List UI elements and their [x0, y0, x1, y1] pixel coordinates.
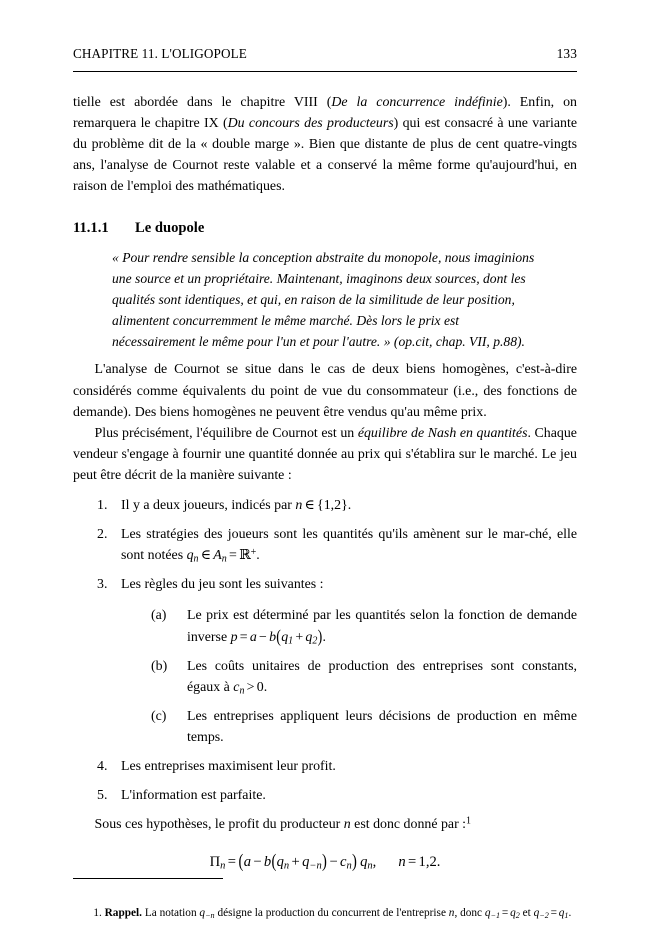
math-footnote-q2: $q_{-2} = q_1$ [533, 906, 569, 920]
profit-intro-text-b: est donc donné par : [350, 817, 467, 833]
list-item-3-text: Les règles du jeu sont les suivantes : [121, 577, 324, 593]
paragraph-nash-italic: équilibre de Nash en quantités [357, 425, 528, 441]
list-item-1-text-b: . [347, 498, 352, 514]
display-equation-profit [73, 851, 577, 873]
list-item-3c-text: Les entreprises appliquent leurs décisions de production en même temps. [187, 708, 577, 745]
section-number: 11.1.1 [73, 220, 109, 237]
footnote-1 [73, 905, 577, 921]
list-item-5 [73, 785, 577, 806]
quote-citation: (op.cit, chap. VII, p.88). [393, 334, 525, 350]
list-item-4 [73, 756, 577, 777]
list-item-3a-text-b: . [322, 629, 327, 645]
paragraph-profit-intro [73, 814, 577, 835]
page-number: 133 [556, 46, 577, 61]
list-item-1 [73, 495, 577, 516]
intro-italic-title-2: Du concours des producteurs [227, 116, 394, 132]
intro-italic-title-1: De la concurrence indéfinie [331, 95, 503, 110]
rules-list [73, 495, 577, 806]
list-marker-3: 3. [97, 577, 108, 593]
page-body [73, 92, 577, 873]
list-item-3 [73, 574, 577, 748]
list-item-3b-text-b: . [263, 679, 268, 695]
list-item-4-text: Les entreprises maximisent leur profit. [121, 758, 336, 774]
math-strategy-set: $q_n$ ∈ $A_n$ = ℝ+ [186, 547, 257, 565]
math-index-condition: n = 1,2. [398, 854, 441, 871]
paragraph-cournot: L'analyse de Cournot se situe dans le cas de deux biens homogènes, c'est-à-dire considérés comme équivalents du point de vue du consommateur (i.e., des fonctions de demande). Des biens homogènes ne peuvent être vendus qu'au même prix. [73, 362, 577, 420]
footnote-text-d: et [519, 906, 534, 919]
math-footnote-qminusn: $q_{-n}$ [199, 906, 215, 920]
math-footnote-q1: $q_{-1} = q_2$ [484, 906, 520, 920]
list-marker-2: 2. [97, 527, 108, 543]
math-producer-index: n [343, 817, 351, 833]
footnote-number: 1. [93, 906, 102, 919]
list-item-3b-text-a: Les coûts unitaires de production des entreprises sont constants, égaux à [187, 658, 577, 695]
sub-rules-list [143, 605, 577, 748]
header-rule [73, 71, 577, 72]
footnote-label: Rappel. [104, 906, 142, 919]
list-item-3a-text-a: Le prix est déterminé par les quantités selon la fonction de demande inverse [187, 608, 577, 645]
list-marker-5: 5. [97, 788, 108, 804]
list-item-1-text-a: Il y a deux joueurs, indicés par [121, 498, 296, 514]
list-marker-3a: (a) [151, 608, 167, 624]
list-marker-4: 4. [97, 758, 108, 774]
list-item-2-text-a: Les stratégies des joueurs sont les quantités qu'ils amènent sur le mar-ché, elle sont notées [121, 527, 577, 564]
paragraph-nash-text-b: . Chaque vendeur s'engage à fournir une quantité donnée au prix qui s'établira sur le marché. Le jeu peut être décrit de la manière suivante : [73, 425, 577, 483]
intro-text-c: ) qui est consacré à une variante du problème dit de la « double marge ». Bien que distante de plus de cent quatre-vingts ans, l'analyse de Cournot reste valable et a conservé la même forme qu'aujourd'hui, en raison de l'emploi des mathématiques. [73, 116, 577, 195]
list-item-5-text: L'information est parfaite. [121, 788, 266, 804]
sub-rules-wrapper [121, 605, 577, 748]
list-item-3a [143, 605, 577, 647]
intro-text-b: ). Enfin, on remarquera le chapitre IX ( [73, 95, 577, 132]
math-profit-function: $\Pi_n = (a - b(q_n + q_{-n}) - c_n)$ $q_n$, [209, 852, 377, 873]
list-item-3b [143, 656, 577, 698]
section-title: Le duopole [135, 220, 205, 237]
footnote-text-a: La notation [142, 906, 200, 919]
list-item-3c [143, 706, 577, 748]
footnote-rule [73, 878, 223, 879]
running-head-title: CHAPITRE 11. L'OLIGOPOLE [73, 46, 247, 61]
section-heading [73, 218, 577, 238]
footnote-text-e: . [568, 906, 572, 919]
list-marker-3b: (b) [151, 658, 168, 674]
list-marker-1: 1. [97, 498, 108, 514]
math-unit-cost: $c_n > 0$ [233, 679, 264, 697]
intro-paragraph [73, 92, 577, 197]
running-head [73, 46, 577, 62]
footnote-text-b: désigne la production du concurrent de l'entreprise [214, 906, 449, 919]
quote-text: « Pour rendre sensible la conception abstraite du monopole, nous imaginions une source et un propriétaire. Maintenant, imaginons deux sources, dont les qualités sont identiques, et qui, en raison de la similitude de leur position, alimentent concurremment le même marché. Dès lors le prix est nécessairement le même pour l'un et pour l'autre. » [112, 250, 535, 350]
math-footnote-n: n [448, 906, 455, 919]
paragraph-nash-text-a: Plus précisément, l'équilibre de Cournot est un [94, 425, 358, 441]
footnote-reference-1[interactable]: 1 [466, 815, 472, 827]
paragraph-nash [73, 423, 577, 486]
intro-text-a: tielle est abordée dans le chapitre VIII ( [73, 95, 332, 110]
footnote-text-c: , donc [454, 906, 485, 919]
profit-intro-text-a: Sous ces hypothèses, le profit du producteur [94, 817, 344, 833]
math-player-index: n ∈ {1,2} [295, 498, 348, 514]
block-quote [73, 247, 538, 352]
list-marker-3c: (c) [151, 708, 167, 724]
math-inverse-demand: $p = a - b(q_1 + q_2)$ [230, 627, 323, 647]
list-item-2 [73, 524, 577, 566]
list-item-2-text-b: . [256, 548, 260, 564]
